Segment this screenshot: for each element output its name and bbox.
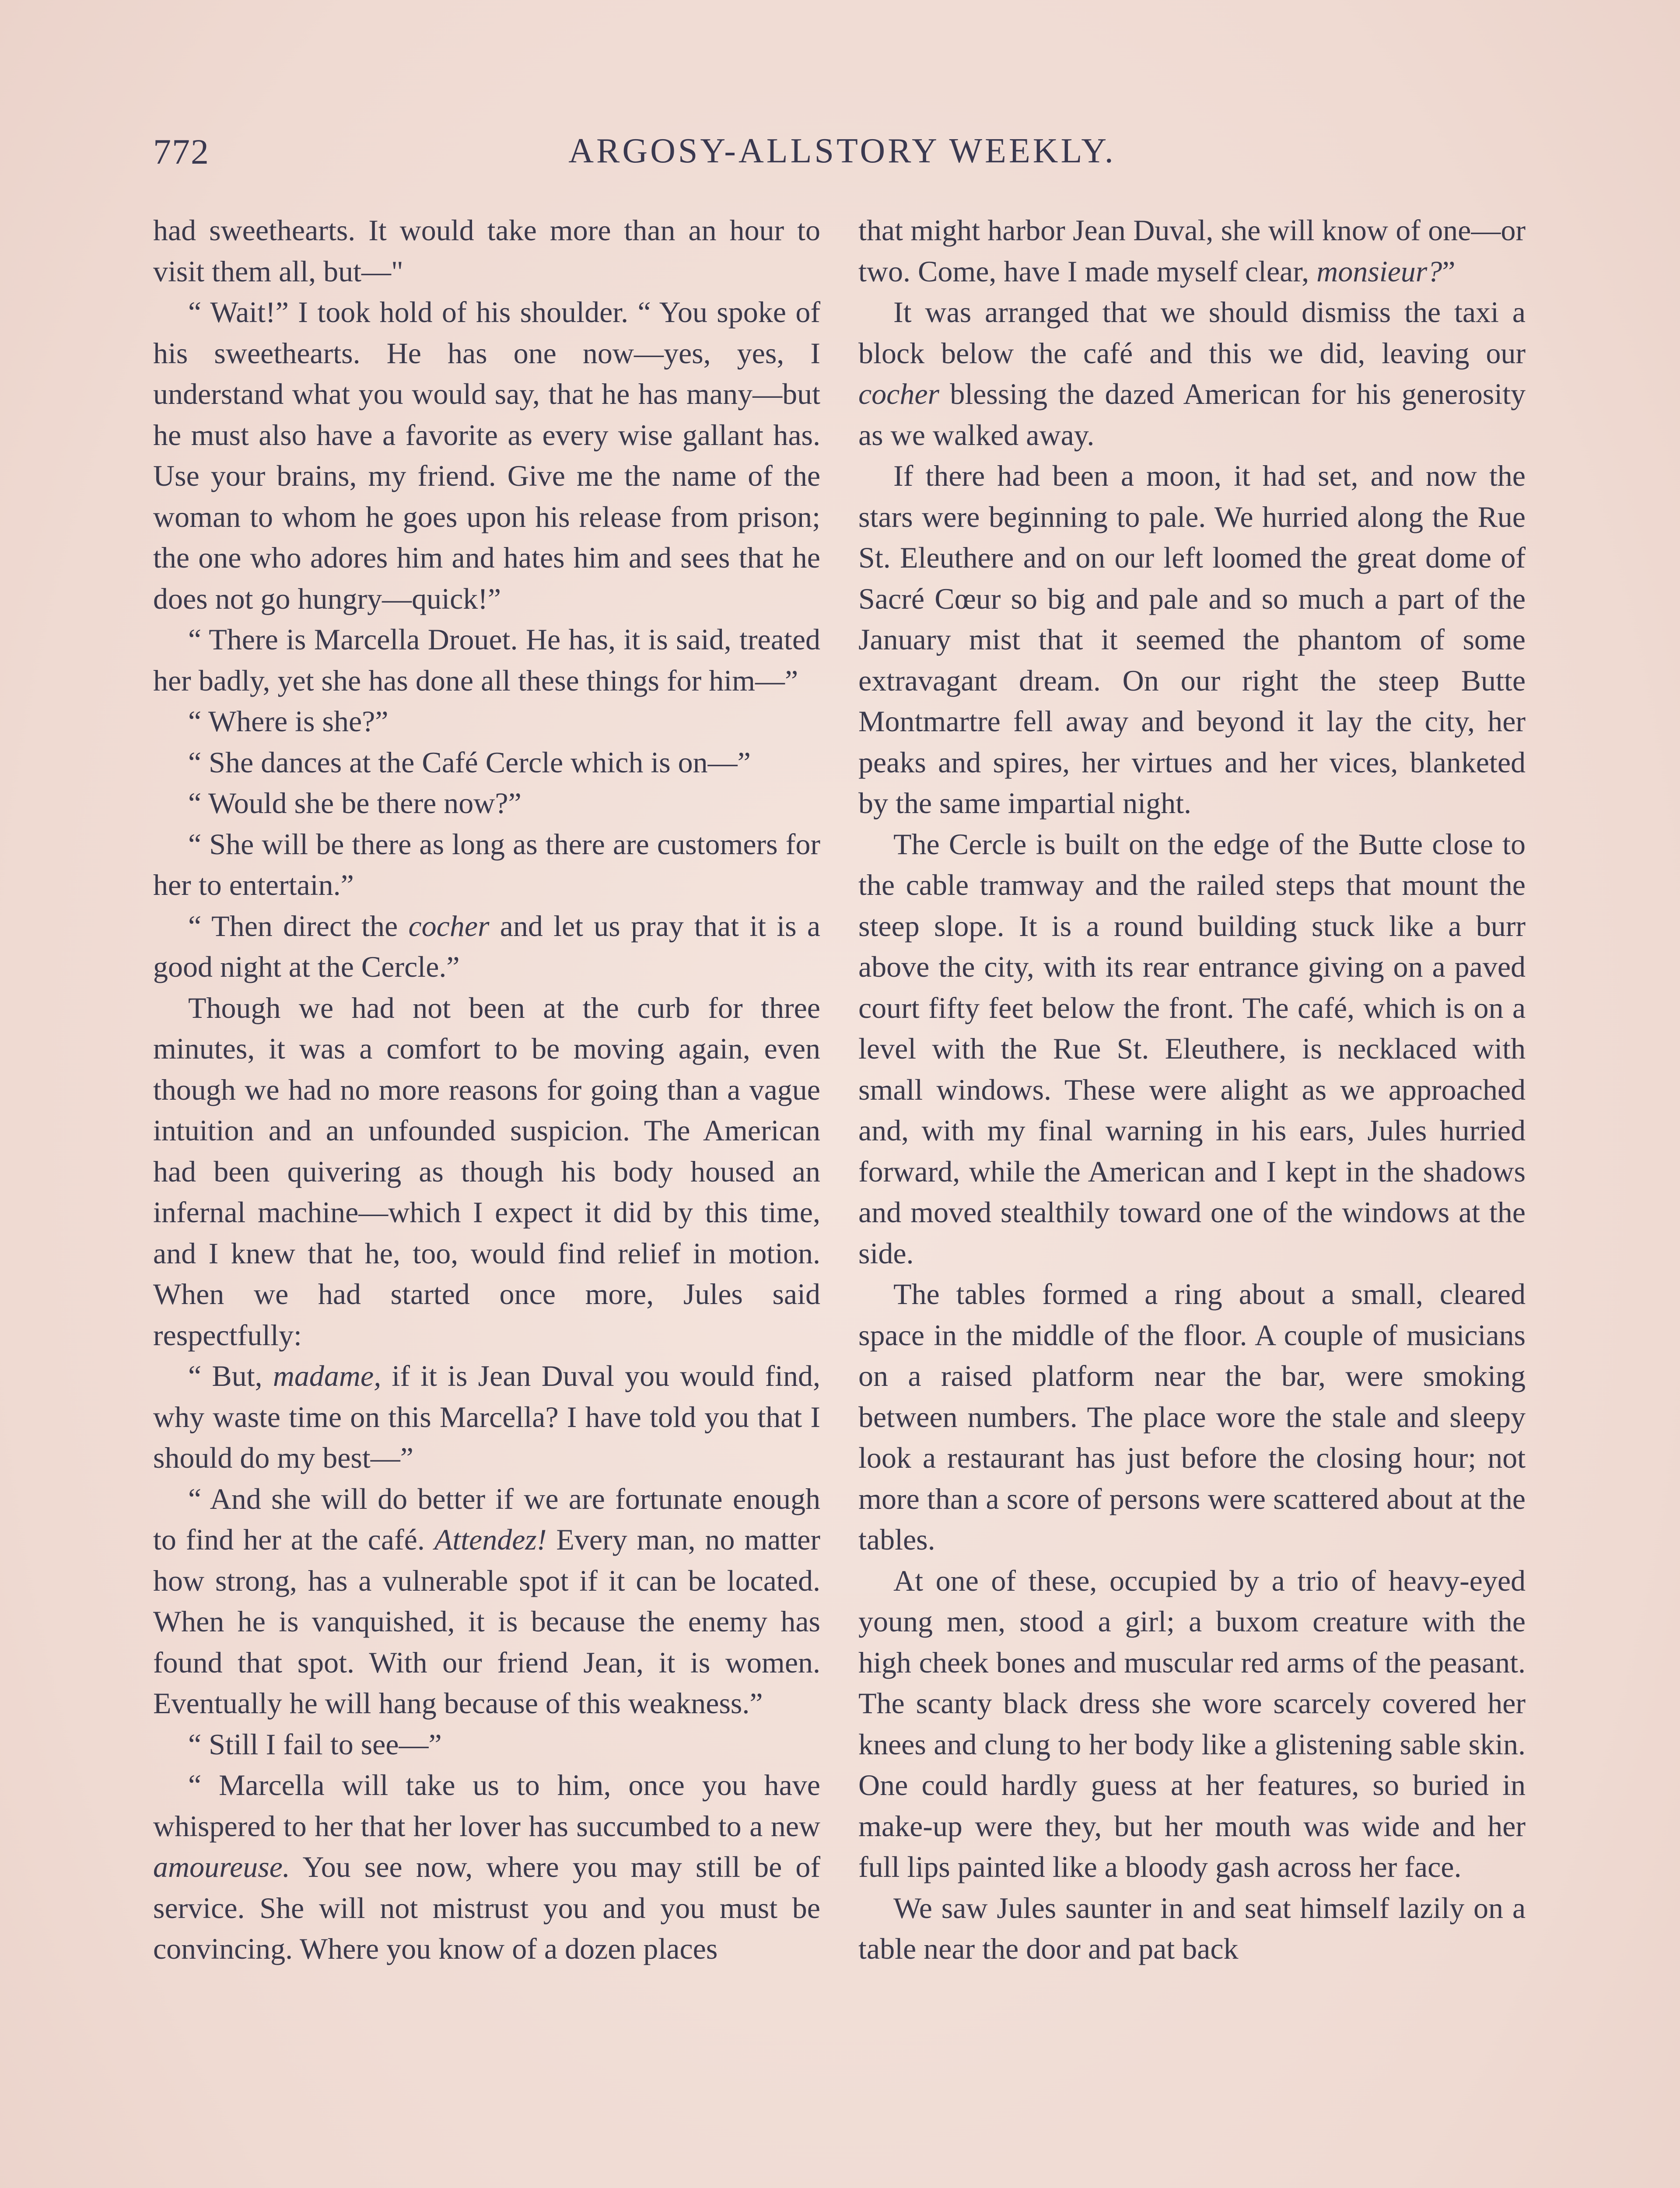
paragraph <box>858 1560 1526 1888</box>
paragraph <box>153 783 820 824</box>
text-run: Though we had not been at the curb for three minutes, it was a comfort to be moving again, even though we had no more reasons for going than a vague intuition and an unfounded suspicion. The American had been quivering as though his body housed an infernal machine—which I expect it did by this time, and I knew that he, too, would find relief in motion. When we had started once more, Jules said respectfully: <box>153 991 820 1352</box>
text-run: that might harbor Jean Duval, she will know of one—or two. Come, have I made myself clear, <box>858 214 1526 288</box>
italic-text: Attendez! <box>434 1523 547 1556</box>
text-run: “ Wait!” I took hold of his shoulder. “ You spoke of his sweethearts. He has one now—yes, yes, I understand what you would say, that he has many—but he must also have a favorite as every wise gallant has. Use your brains, my friend. Give me the name of the woman to whom he goes upon his release from prison; the one who adores him and hates him and sees that he does not go hungry—quick!” <box>153 295 820 615</box>
text-run: “ Where is she?” <box>188 705 388 738</box>
paragraph <box>153 210 820 292</box>
text-run: Every man, no matter how strong, has a vulnerable spot if it can be located. When he is vanquished, it is because the enemy has found that spot. With our friend Jean, it is women. Eventually he will hang because of this weakness.” <box>153 1523 821 1720</box>
paragraph <box>153 619 820 701</box>
paragraph <box>858 824 1526 1274</box>
paragraph <box>153 1356 820 1479</box>
page-header <box>153 131 1531 179</box>
text-run: “ But, <box>188 1359 273 1392</box>
paragraph <box>858 292 1526 456</box>
paragraph <box>858 210 1526 292</box>
paragraph <box>153 1765 820 1970</box>
paragraph <box>153 824 820 906</box>
text-run: “ She will be there as long as there are customers for her to entertain.” <box>153 827 820 901</box>
text-run: The Cercle is built on the edge of the Butte close to the cable tramway and the railed steps that mount the steep slope. It is a round building stuck like a burr above the city, with its rear entrance giving on a paved court fifty feet below the front. The café, which is on a level with the Rue St. Eleuthere, is necklaced with small windows. These were alight as we approached and, with my final warning in his ears, Jules hurried forward, while the American and I kept in the shadows and moved stealthily toward one of the windows at the side. <box>858 827 1526 1270</box>
paragraph <box>858 456 1526 824</box>
text-run: if it is Jean Duval you would find, why waste time on this Marcella? I have told you that I should do my best—” <box>153 1359 820 1474</box>
italic-text: madame, <box>273 1359 382 1392</box>
right-text-column <box>858 210 1526 1970</box>
left-text-column <box>153 210 820 1970</box>
paragraph <box>153 701 820 742</box>
text-run: and let us pray that it is a good night at the Cercle.” <box>153 909 820 983</box>
text-run: At one of these, occupied by a trio of heavy-eyed young men, stood a girl; a buxom creature with the high cheek bones and muscular red arms of the peasant. The scanty black dress she wore scarcely covered her knees and clung to her body like a glistening sable skin. One could hardly guess at her features, so buried in make-up were they, but her mouth was wide and her full lips painted like a bloody gash across her face. <box>858 1564 1526 1883</box>
text-run: “ Then direct the <box>188 909 409 943</box>
italic-text: monsieur? <box>1316 254 1442 288</box>
text-run: ” <box>1442 254 1456 288</box>
paragraph <box>858 1888 1526 1970</box>
text-run: If there had been a moon, it had set, and now the stars were beginning to pale. We hurried along the Rue St. Eleuthere and on our left loomed the great dome of Sacré Cœur so big and pale and so much a part of the January mist that it seemed the phantom of some extravagant dream. On our right the steep Butte Montmartre fell away and beyond it lay the city, her peaks and spires, her virtues and her vices, blanketed by the same impartial night. <box>858 459 1526 820</box>
italic-text: amoureuse. <box>153 1850 290 1883</box>
paragraph <box>858 1274 1526 1560</box>
italic-text: cocher <box>408 909 490 943</box>
text-run: “ She dances at the Café Cercle which is on—” <box>188 745 751 779</box>
text-run: “ Would she be there now?” <box>188 786 522 820</box>
text-run: “ Still I fail to see—” <box>188 1727 442 1761</box>
text-run: We saw Jules saunter in and seat himself lazily on a table near the door and pat back <box>858 1891 1526 1965</box>
italic-text: cocher <box>858 377 940 410</box>
paragraph <box>153 1724 820 1765</box>
page-number: 772 <box>153 132 210 172</box>
text-run: “ And she will do better if we are fortunate enough to find her at the café. <box>153 1482 820 1556</box>
paragraph <box>153 988 820 1356</box>
paragraph <box>153 1479 820 1724</box>
paragraph <box>153 906 820 988</box>
paragraph <box>153 292 820 619</box>
text-run: blessing the dazed American for his generosity as we walked away. <box>858 377 1526 452</box>
text-run: “ Marcella will take us to him, once you have whispered to her that her lover has succumbed to a new <box>153 1768 820 1843</box>
text-run: The tables formed a ring about a small, cleared space in the middle of the floor. A couple of musicians on a raised platform near the bar, were smoking between numbers. The place wore the stale and sleepy look a restaurant has just before the closing hour; not more than a score of persons were scattered about at the tables. <box>858 1277 1526 1556</box>
text-run: You see now, where you may still be of service. She will not mistrust you and you must be convincing. Where you know of a dozen places <box>153 1850 820 1965</box>
text-run: It was arranged that we should dismiss the taxi a block below the café and this we did, leaving our <box>858 295 1526 370</box>
text-run: had sweethearts. It would take more than an hour to visit them all, but—" <box>153 214 820 288</box>
running-title: ARGOSY-ALLSTORY WEEKLY. <box>568 132 1116 170</box>
text-run: “ There is Marcella Drouet. He has, it is said, treated her badly, yet she has done all these things for him—” <box>153 623 820 697</box>
paragraph <box>153 742 820 783</box>
